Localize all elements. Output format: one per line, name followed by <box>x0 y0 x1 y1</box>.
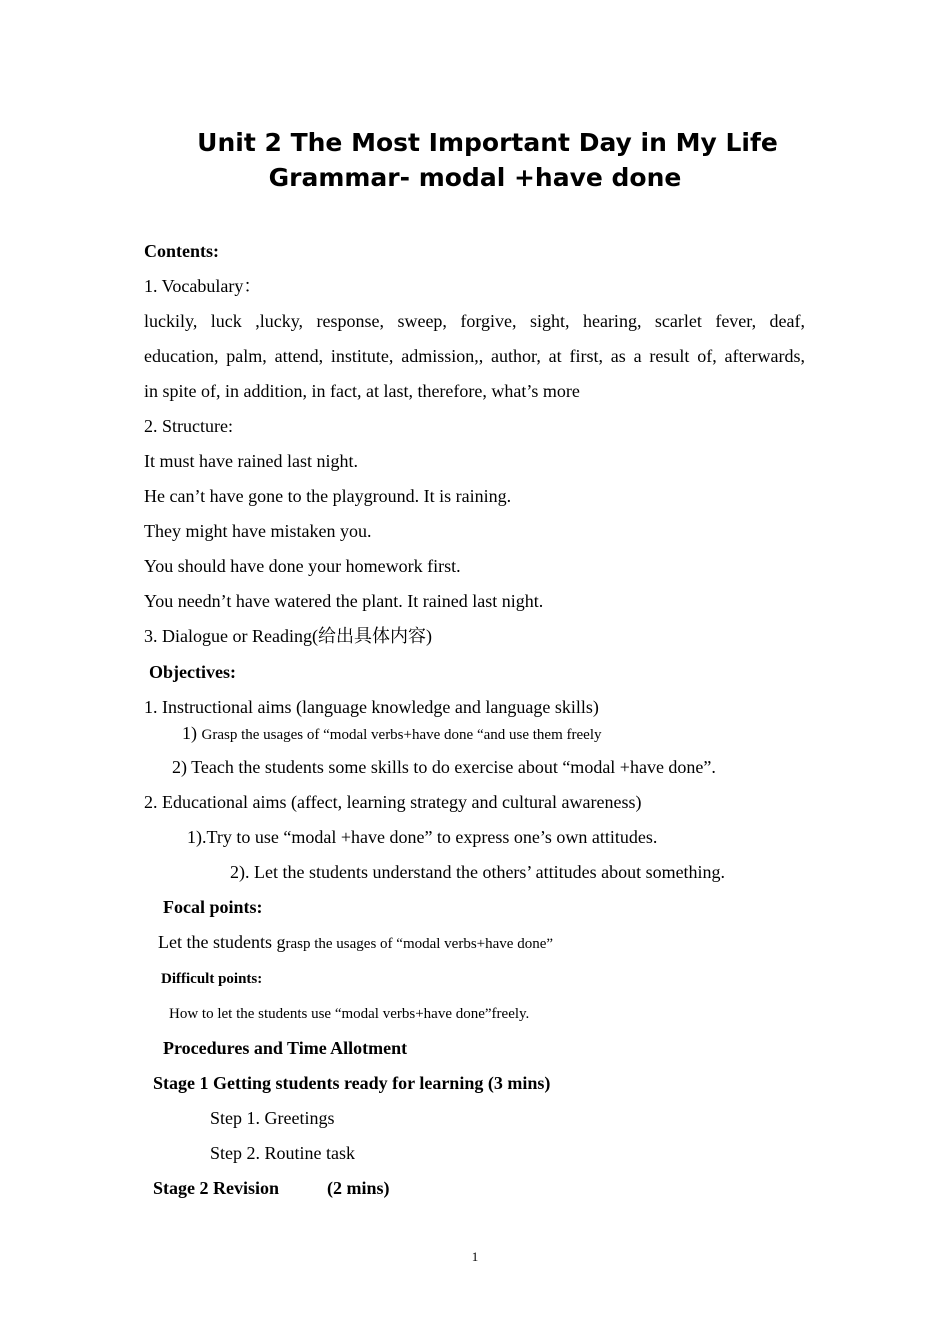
instructional-aim-1 <box>182 722 601 746</box>
step-1: Step 1. Greetings <box>210 1108 335 1128</box>
stage-2-label: Stage 2 Revision <box>153 1178 279 1198</box>
structure-example: It must have rained last night. <box>144 451 358 471</box>
structure-example: You needn’t have watered the plant. It rained last night. <box>144 591 544 611</box>
instructional-aim-1-text: Grasp the usages of “modal verbs+have done “and use them freely <box>201 727 602 743</box>
focal-points-text <box>158 931 553 955</box>
objectives-heading: Objectives: <box>149 662 236 682</box>
structure-example: You should have done your homework first. <box>144 556 461 576</box>
procedures-heading: Procedures and Time Allotment <box>163 1038 408 1058</box>
vocabulary-line-2: education, palm, attend, institute, admission,, author, at first, as a result of, afterwards, <box>144 346 805 366</box>
document-title: Unit 2 The Most Important Day in My Life <box>197 128 778 157</box>
stage-2-time: (2 mins) <box>327 1178 390 1198</box>
instructional-aim-2: 2) Teach the students some skills to do exercise about “modal +have done”. <box>172 757 716 777</box>
focal-points-text-rest: rasp the usages of “modal verbs+have done” <box>285 936 554 952</box>
stage-2-heading <box>153 1177 390 1199</box>
vocabulary-heading: 1. Vocabulary： <box>144 276 262 296</box>
contents-heading: Contents: <box>144 241 219 261</box>
difficult-points-text: How to let the students use “modal verbs+have done”freely. <box>169 1006 530 1022</box>
focal-points-heading: Focal points: <box>163 897 263 917</box>
vocabulary-line-1: luckily, luck ,lucky, response, sweep, forgive, sight, hearing, scarlet fever, deaf, <box>144 311 805 331</box>
difficult-points-heading: Difficult points: <box>161 971 263 987</box>
educational-aim-1: 1).Try to use “modal +have done” to express one’s own attitudes. <box>187 827 658 847</box>
document-subtitle: Grammar- modal +have done <box>268 163 682 192</box>
stage-1-heading: Stage 1 Getting students ready for learning (3 mins) <box>153 1073 551 1093</box>
focal-points-text-prefix: Let the students g <box>158 932 286 952</box>
educational-aims: 2. Educational aims (affect, learning strategy and cultural awareness) <box>144 792 642 812</box>
step-2: Step 2. Routine task <box>210 1143 355 1163</box>
dialogue-heading: 3. Dialogue or Reading(给出具体内容) <box>144 626 432 646</box>
instructional-aim-1-number: 1) <box>182 723 202 743</box>
structure-heading: 2. Structure: <box>144 416 233 436</box>
vocabulary-line-3: in spite of, in addition, in fact, at last, therefore, what’s more <box>144 381 580 401</box>
educational-aim-2: 2). Let the students understand the others’ attitudes about something. <box>230 862 726 882</box>
structure-example: They might have mistaken you. <box>144 521 372 541</box>
instructional-aims: 1. Instructional aims (language knowledge and language skills) <box>144 697 599 717</box>
page-number: 1 <box>471 1249 479 1264</box>
structure-example: He can’t have gone to the playground. It is raining. <box>144 486 512 506</box>
